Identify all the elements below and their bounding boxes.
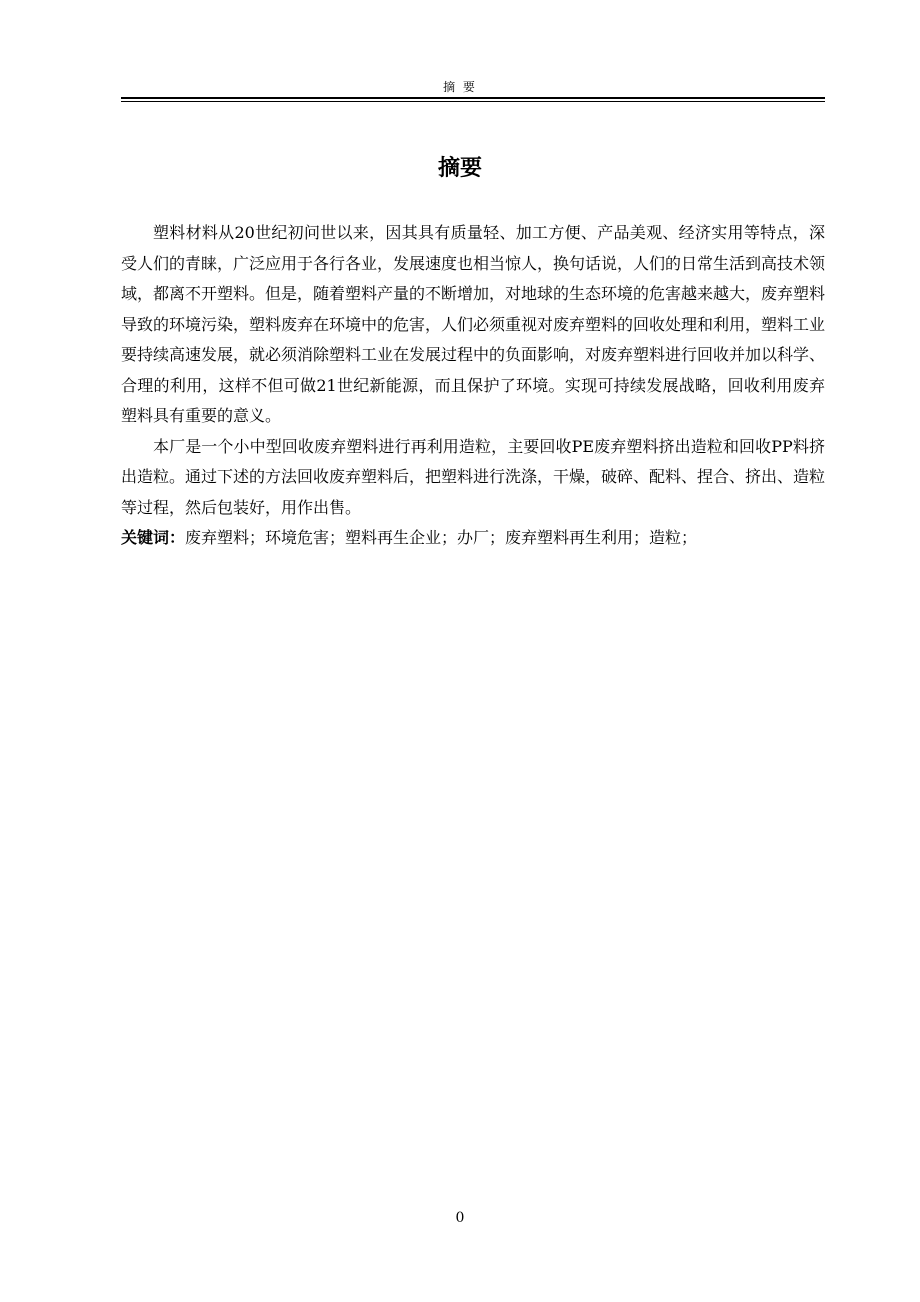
running-header: 摘 要 bbox=[443, 80, 477, 94]
header-rule-thin bbox=[121, 101, 825, 102]
abstract-body bbox=[121, 218, 825, 554]
page-number: 0 bbox=[455, 1210, 465, 1226]
page-title: 摘要 bbox=[437, 156, 482, 181]
abstract-paragraph-2: 本厂是一个小中型回收废弃塑料进行再利用造粒，主要回收PE废弃塑料挤出造粒和回收PP料挤出造粒。通过下述的方法回收废弃塑料后，把塑料进行洗涤，干燥，破碎、配料、捏合、挤出、造粒等过程，然后包装好，用作出售。 bbox=[121, 436, 826, 517]
abstract-paragraph-1: 塑料材料从20世纪初问世以来，因其具有质量轻、加工方便、产品美观、经济实用等特点，深受人们的青睐，广泛应用于各行各业，发展速度也相当惊人，换句话说，人们的日常生活到高技术领域，都离不开塑料。但是，随着塑料产量的不断增加，对地球的生态环境的危害越来越大，废弃塑料导致的环境污染，塑料废弃在环境中的危害，人们必须重视对废弃塑料的回收处理和利用，塑料工业要持续高速发展，就必须消除塑料工业在发展过程中的负面影响，对废弃塑料进行回收并加以科学、合理的利用，这样不但可做21世纪新能源，而且保护了环境。实现可持续发展战略，回收利用废弃塑料具有重要的意义。 bbox=[121, 223, 826, 425]
header-rule-thick bbox=[121, 97, 825, 99]
keywords-text: 废弃塑料；环境危害；塑料再生企业；办厂；废弃塑料再生利用；造粒； bbox=[185, 528, 698, 547]
keywords-label: 关键词： bbox=[121, 528, 186, 547]
keywords-line bbox=[121, 523, 825, 554]
